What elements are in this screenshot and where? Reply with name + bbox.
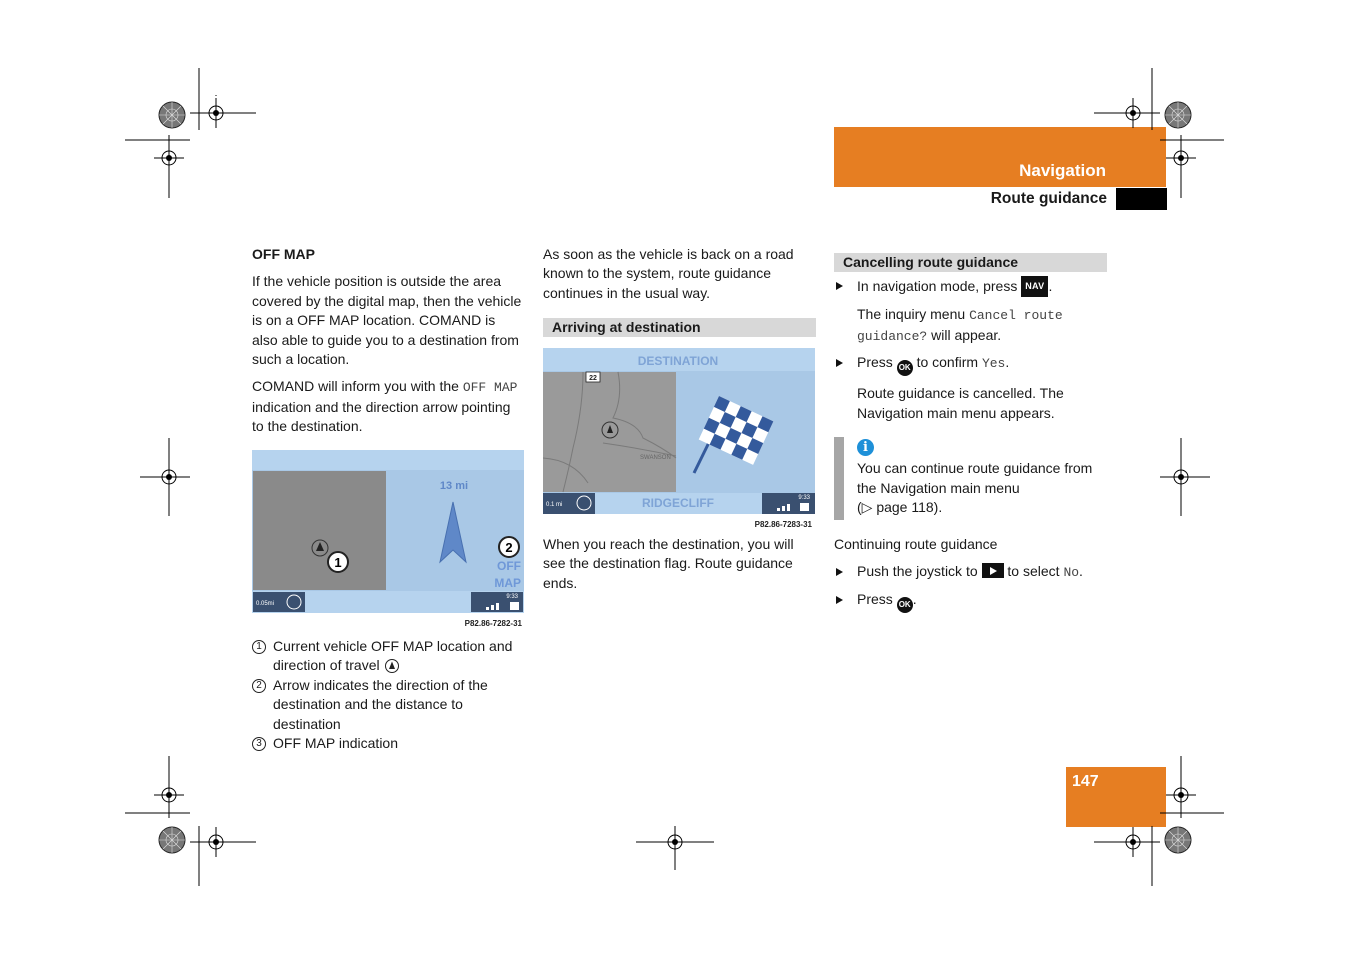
off-label: OFF xyxy=(497,559,521,573)
cancelling-section-heading: Cancelling route guidance xyxy=(834,253,1107,272)
legend-item-1: 1 Current vehicle OFF MAP location and direction of travel xyxy=(252,637,524,676)
destination-footer: RIDGECLIFF xyxy=(642,496,714,510)
image-code-2: P82.86-7283-31 xyxy=(754,520,812,529)
off-map-indication-paragraph: COMAND will inform you with the OFF MAP indication and the direction arrow pointing to the destination. xyxy=(252,378,518,435)
ok-button-icon: OK xyxy=(897,360,913,376)
section-title: Route guidance xyxy=(990,190,1107,207)
step-confirm-yes: Press OK to confirm Yes. xyxy=(834,353,1107,376)
distance-readout: 13 mi xyxy=(439,480,469,492)
scale-readout-2: 0.1 mi xyxy=(546,502,563,508)
callout-2: 2 xyxy=(505,540,513,555)
cancelled-note: Route guidance is cancelled. The Navigation main menu appears. xyxy=(857,385,1064,421)
road-number: 22 xyxy=(589,375,597,382)
back-on-road-paragraph: As soon as the vehicle is back on a road known to the system, route guidance continues in the usual way. xyxy=(543,246,794,301)
step-push-joystick: Push the joystick to to select No. xyxy=(834,562,1107,582)
nav-key-icon: NAV xyxy=(1021,276,1048,297)
off-map-paragraph: If the vehicle position is outside the area covered by the digital map, then the vehicle is on a OFF MAP location. COMAND is also able to guide you to a destination from such a location. xyxy=(252,273,522,368)
legend-item-2: 2 Arrow indicates the direction of the destination and the distance to destination xyxy=(252,676,524,734)
destination-paragraph: When you reach the destination, you will see the destination flag. Route guidance ends. xyxy=(543,536,794,591)
inquiry-note: The inquiry menu Cancel route guidance? will appear. xyxy=(857,306,1063,344)
continuing-heading: Continuing route guidance xyxy=(834,535,998,552)
time-readout-2: 9:33 xyxy=(798,495,810,501)
step-press-nav: In navigation mode, press NAV . xyxy=(834,276,1107,297)
chapter-title: Navigation xyxy=(1019,161,1106,180)
image-code: P82.86-7282-31 xyxy=(464,619,522,628)
info-text: You can continue route guidance from the Navigation main menu (▷ page 118). xyxy=(857,460,1093,516)
street-name: SWANSON xyxy=(640,455,671,461)
map-label: MAP xyxy=(494,576,521,590)
callout-1: 1 xyxy=(334,555,342,570)
scale-readout: 0.05mi xyxy=(256,601,275,607)
time-readout: 9:33 xyxy=(506,594,518,600)
destination-title: DESTINATION xyxy=(637,354,719,368)
info-icon: i xyxy=(857,439,874,456)
step-press-ok: Press OK . xyxy=(834,590,1107,613)
page-number: 147 xyxy=(1072,773,1099,790)
arriving-section-heading: Arriving at destination xyxy=(543,318,816,337)
legend-item-3: 3 OFF MAP indication xyxy=(252,734,524,753)
ok-button-icon: OK xyxy=(897,597,913,613)
off-map-heading: OFF MAP xyxy=(252,246,315,262)
